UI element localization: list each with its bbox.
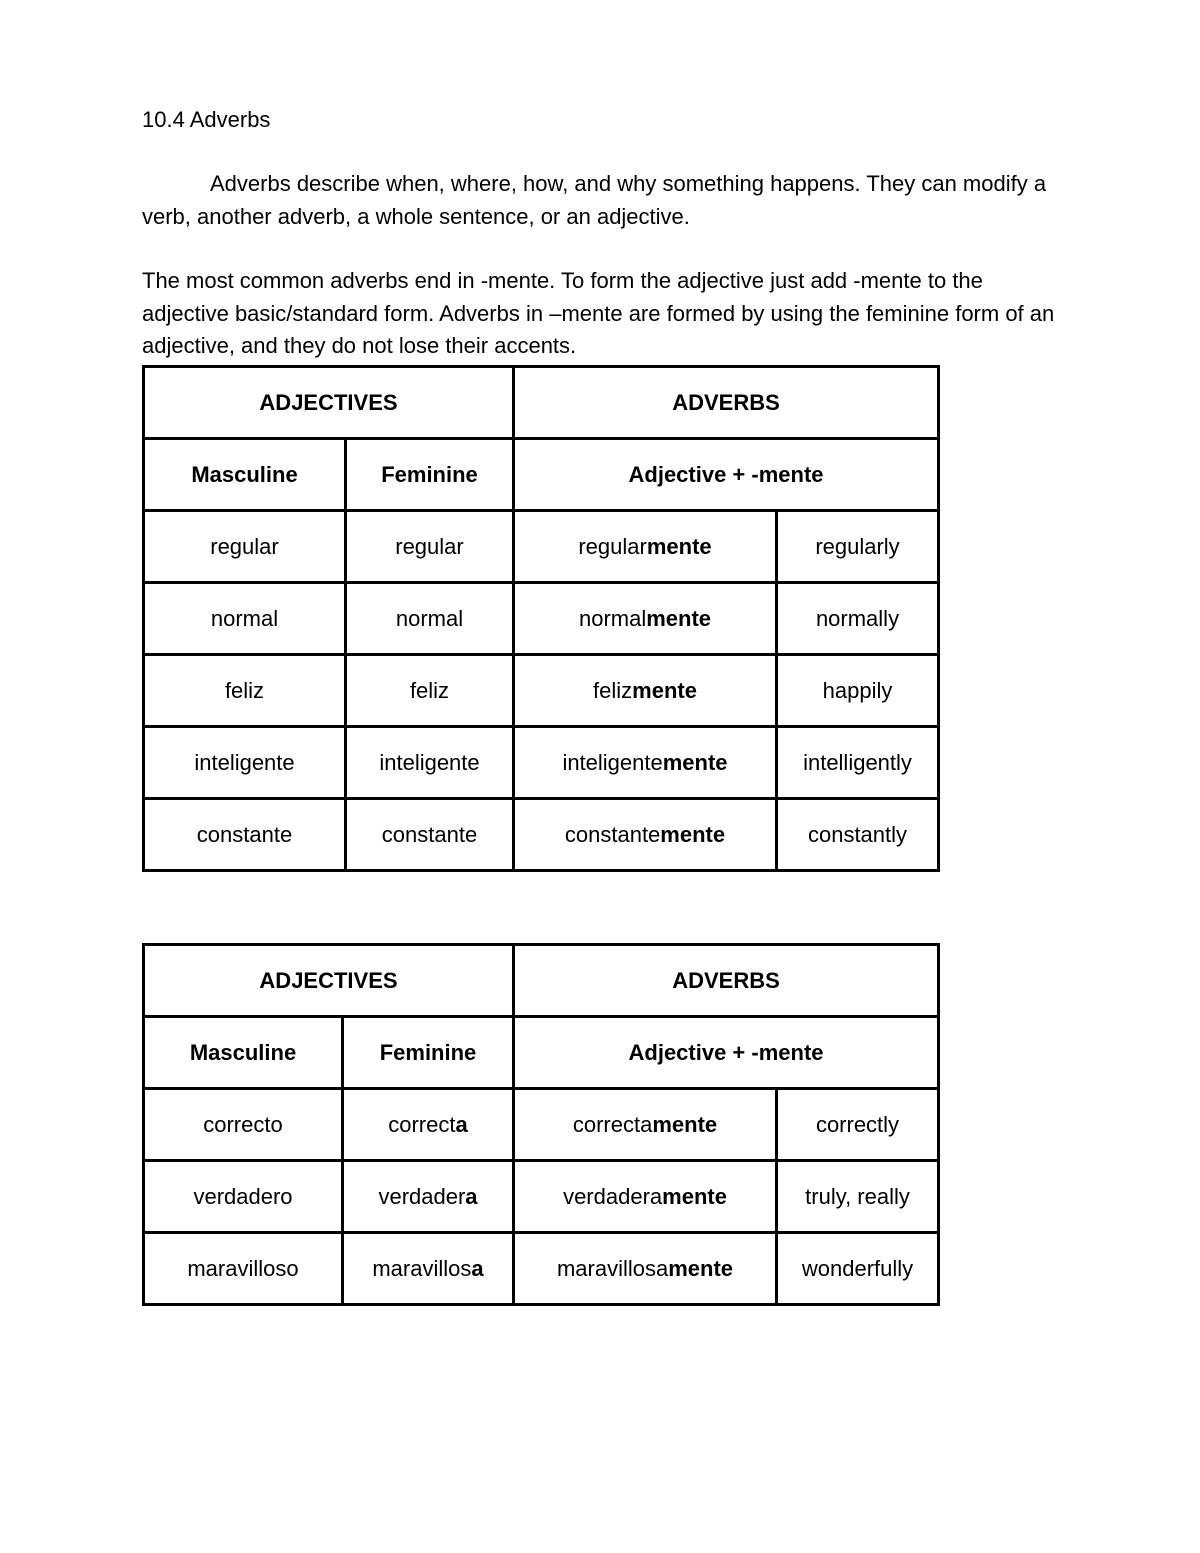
cell-english: intelligently: [777, 727, 939, 799]
header-adverbs: ADVERBS: [514, 367, 939, 439]
cell-masculine: feliz: [144, 655, 346, 727]
subheader-formula: Adjective + -mente: [514, 1017, 939, 1089]
cell-feminine: maravillosa: [343, 1233, 514, 1305]
subheader-feminine: Feminine: [343, 1017, 514, 1089]
cell-feminine: normal: [346, 583, 514, 655]
cell-english: correctly: [777, 1089, 939, 1161]
cell-adverb: felizmente: [514, 655, 777, 727]
cell-adverb: correctamente: [514, 1089, 777, 1161]
cell-feminine: feliz: [346, 655, 514, 727]
cell-english: truly, really: [777, 1161, 939, 1233]
cell-adverb: regularmente: [514, 511, 777, 583]
cell-feminine: regular: [346, 511, 514, 583]
header-adjectives: ADJECTIVES: [144, 945, 514, 1017]
intro-paragraph: Adverbs describe when, where, how, and why something happens. They can modify a verb, another adverb, a whole sentence, or an adjective.: [142, 171, 1047, 229]
mente-paragraph: The most common adverbs end in -mente. To form the adjective just add -mente to the adjective basic/standard form. Adverbs in –mente are formed by using the feminine form of an adjective, and they do not lose their accents.: [142, 268, 1055, 358]
table-row: [144, 1089, 939, 1161]
table-row: [144, 1233, 939, 1305]
table-row: [144, 1161, 939, 1233]
cell-adverb: constantemente: [514, 799, 777, 871]
table-header-row: [144, 367, 939, 439]
subheader-masculine: Masculine: [144, 1017, 343, 1089]
cell-masculine: regular: [144, 511, 346, 583]
cell-feminine: verdadera: [343, 1161, 514, 1233]
cell-masculine: verdadero: [144, 1161, 343, 1233]
cell-adverb: maravillosamente: [514, 1233, 777, 1305]
cell-english: normally: [777, 583, 939, 655]
adverbs-table-1: [142, 365, 940, 872]
table-row: [144, 511, 939, 583]
subheader-masculine: Masculine: [144, 439, 346, 511]
cell-english: wonderfully: [777, 1233, 939, 1305]
subheader-feminine: Feminine: [346, 439, 514, 511]
table-header-row: [144, 945, 939, 1017]
cell-feminine: inteligente: [346, 727, 514, 799]
cell-masculine: constante: [144, 799, 346, 871]
table-row: [144, 727, 939, 799]
cell-english: regularly: [777, 511, 939, 583]
cell-english: constantly: [777, 799, 939, 871]
table-subheader-row: [144, 439, 939, 511]
subheader-formula: Adjective + -mente: [514, 439, 939, 511]
cell-english: happily: [777, 655, 939, 727]
table-row: [144, 799, 939, 871]
header-adverbs: ADVERBS: [514, 945, 939, 1017]
cell-feminine: constante: [346, 799, 514, 871]
section-title: 10.4 Adverbs: [142, 107, 271, 132]
header-adjectives: ADJECTIVES: [144, 367, 514, 439]
cell-masculine: normal: [144, 583, 346, 655]
table-row: [144, 583, 939, 655]
cell-adverb: inteligentemente: [514, 727, 777, 799]
cell-feminine: correcta: [343, 1089, 514, 1161]
cell-adverb: normalmente: [514, 583, 777, 655]
cell-adverb: verdaderamente: [514, 1161, 777, 1233]
cell-masculine: inteligente: [144, 727, 346, 799]
cell-masculine: correcto: [144, 1089, 343, 1161]
cell-masculine: maravilloso: [144, 1233, 343, 1305]
table-row: [144, 655, 939, 727]
table-subheader-row: [144, 1017, 939, 1089]
adverbs-table-2: [142, 943, 940, 1306]
